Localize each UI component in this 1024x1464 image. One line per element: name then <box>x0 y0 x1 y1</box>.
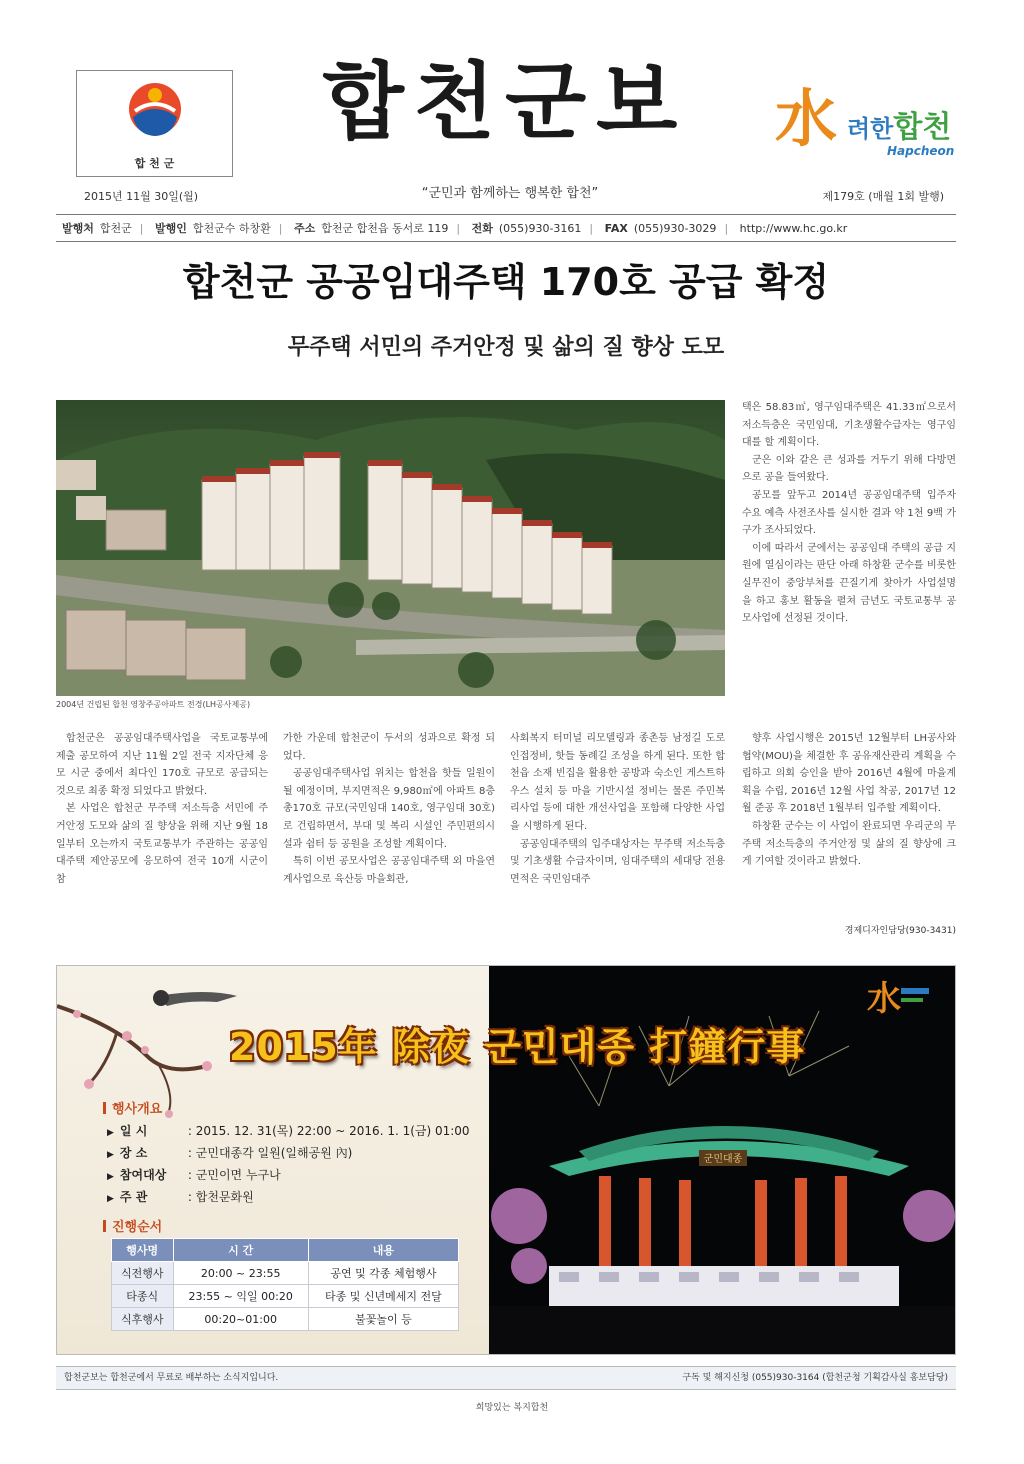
paragraph: 합천군은 공공임대주택사업을 국토교통부에 제출 공모하여 지난 11월 2일 전국 지자단체 응모 시군 중에서 최다인 170호 규모로 공급되는 것으로 최종 확정 되었다고 밝혔다. <box>56 733 268 797</box>
bell-ringing-event-ad <box>56 965 956 1355</box>
photo-caption: 2004년 건립된 합천 영창주공아파트 전경(LH공사제공) <box>56 700 251 709</box>
paragraph: 향후 사업시행은 2015년 12월부터 LH공사와 협약(MOU)을 체결한 후 공유재산관리 계획을 수립하고 의회 승인을 받아 2016년 4월에 마을계획을 수립, 2016년 12월 사업 착공, 2017년 12월 준공 후 2018년 1월부터 입주할 계획이다. <box>742 733 956 815</box>
ad-info-row: ▶ 주 관 : 합천문화원 <box>107 1190 254 1204</box>
fax: (055)930-3029 <box>633 222 717 235</box>
ad-info-value: : 군민대종각 일원(일해공원 內) <box>187 1146 353 1160</box>
table-row <box>112 1308 459 1331</box>
table-row <box>112 1285 459 1308</box>
table-cell: 공연 및 각종 체험행사 <box>308 1262 458 1285</box>
footer-subscription: 구독 및 해지신청 (055)930-3164 (합천군청 기획감사실 홍보담당) <box>682 1373 948 1383</box>
county-emblem-icon <box>127 81 183 151</box>
footer-bar <box>56 1366 956 1390</box>
ad-order-heading <box>103 1216 162 1235</box>
article-headline: 합천군 공공임대주택 170호 공급 확정 <box>182 260 830 304</box>
apartment-photo <box>56 400 725 696</box>
ad-info-key: 주 관 <box>119 1190 148 1204</box>
ad-info-row: ▶ 장 소 : 군민대종각 일원(일해공원 內) <box>107 1146 353 1160</box>
county-logo <box>76 70 233 177</box>
paragraph: 사회복지 터미널 리모델링과 종촌등 남정길 도로 인접정비, 핫들 동례길 조성을 하게 된다. 또한 합천읍 소재 빈집을 활용한 공방과 숙소인 게스트하우스 설치 등 마을 기반시설 정비는 물론 주민복리사업 등에 대한 개선사업을 포함해 다양한 사업을 시행하게 된다. <box>510 733 725 832</box>
address-label: 주소 <box>294 222 316 235</box>
paragraph: 군은 이와 같은 큰 성과를 거두기 위해 다방면으로 공을 들여왔다. <box>742 454 956 484</box>
paragraph: 이에 따라서 군에서는 공공임대 주택의 공급 지원에 열심이라는 판단 아래 하창환 군수를 비롯한 실무진이 중앙부처를 끈질기게 찾아가 사업설명을 하고 홍보 활동을 펼쳐 금년도 국토교통부 공모사업에 선정된 것이다. <box>742 542 956 625</box>
phone: (055)930-3161 <box>498 222 582 235</box>
paragraph: 본 사업은 합천군 무주택 저소득층 서민에 주거안정 도모와 삶의 질 향상을 위해 지난 9월 18일부터 오는까지 국토교통부가 주관하는 공공임대주택 제안공모에 응모하여 전국 10개 시군이 참 <box>56 803 268 885</box>
paragraph: 공공임대주택의 입주대상자는 무주택 저소득층 및 기초생활 수급자이며, 임대주택의 세대당 전용면적은 국민임대주 <box>510 838 725 885</box>
ad-brand-logo <box>865 976 935 1022</box>
issuer-label: 발행인 <box>155 222 187 235</box>
paragraph: 공모를 앞두고 2014년 공공임대주택 입주자 수요 예측 사전조사를 실시한 결과 약 1천 9백 가구가 조사되었다. <box>742 489 956 537</box>
page-footer-slogan: 희망있는 복지합천 <box>475 1403 549 1413</box>
paragraph: 공공임대주택사업 위치는 합천읍 핫들 일원이 될 예정이며, 부지면적은 9,980㎡에 아파트 8층 총170호 규모(국민임대 140호, 영구임대 30호)로 건립하면서, 부대 및 복리 시설인 주민편의시설과 쉼터 등 공원을 조성할 계획이다. <box>283 768 495 850</box>
table-cell: 23:55 ~ 익일 00:20 <box>173 1285 308 1308</box>
ad-title: 2015年 除夜 군민대종 打鐘行事 <box>229 1025 806 1069</box>
website-link[interactable]: http://www.hc.go.kr <box>739 222 848 235</box>
county-logo-label: 합 천 군 <box>134 157 175 170</box>
paragraph: 택은 58.83㎡, 영구임대주택은 41.33㎡으로서 저소득층은 국민임대, 기초생활수급자는 영구임대를 할 계획이다. <box>742 402 956 449</box>
table-header: 내용 <box>308 1239 458 1262</box>
ad-overview-label: 행사개요 <box>112 1102 163 1117</box>
issue-number: 제179호 (매월 1회 발행) <box>822 190 944 203</box>
table-header: 시 간 <box>173 1239 308 1262</box>
table-cell: 식전행사 <box>112 1262 174 1285</box>
slogan: “군민과 함께하는 행복한 합천” <box>421 186 599 201</box>
address: 합천군 합천읍 동서로 119 <box>321 222 449 235</box>
brand-logo-roman: Hapcheon <box>887 144 955 158</box>
article-contact: 경제디자인담당(930-3431) <box>844 926 956 936</box>
ad-info-value: : 합천문화원 <box>187 1190 254 1204</box>
article-column-1 <box>56 730 268 940</box>
fax-label: FAX <box>604 222 628 235</box>
ad-info-key: 장 소 <box>119 1146 148 1160</box>
paragraph: 가한 가운데 합천군이 두서의 성과으로 확정 되었다. <box>283 733 495 762</box>
table-cell: 불꽃놀이 등 <box>308 1308 458 1331</box>
paragraph: 특히 이번 공모사업은 공공임대주택 외 마을연계사업으로 육산등 마을회관, <box>283 856 495 885</box>
issuer: 합천군수 하창환 <box>192 222 271 235</box>
ad-info-value: : 군민이면 누구나 <box>187 1168 281 1182</box>
publisher-label: 발행처 <box>62 222 94 235</box>
publisher: 합천군 <box>99 222 132 235</box>
table-cell: 20:00 ~ 23:55 <box>173 1262 308 1285</box>
article-column-4 <box>742 730 956 871</box>
ad-overview-heading <box>103 1098 162 1117</box>
bell-pavilion-sign: 군민대종 <box>703 1154 743 1165</box>
article-column-3 <box>510 730 725 940</box>
brand-logo-word: 려한 <box>847 115 894 143</box>
table-cell: 타종 및 신년메세지 전달 <box>308 1285 458 1308</box>
brand-logo-water-glyph: 水 <box>775 82 838 155</box>
ad-info-row: ▶ 참여대상 : 군민이면 누구나 <box>107 1168 281 1182</box>
brand-logo <box>775 84 955 176</box>
article-column-right <box>742 399 956 628</box>
paragraph: 하창환 군수는 이 사업이 완료되면 우리군의 무주택 저소득층의 주거안정 및 삶의 질 향상에 크게 기여할 것이라고 밝혔다. <box>742 820 956 868</box>
table-cell: 식후행사 <box>112 1308 174 1331</box>
article-subheadline: 무주택 서민의 주거안정 및 삶의 질 향상 도모 <box>287 335 725 360</box>
ad-info-value: : 2015. 12. 31(목) 22:00 ~ 2016. 1. 1(금) 01:00 <box>187 1124 470 1138</box>
table-header: 행사명 <box>112 1239 174 1262</box>
ad-info-key: 일 시 <box>119 1124 148 1138</box>
ad-info-row: ▶ 일 시 : 2015. 12. 31(목) 22:00 ~ 2016. 1. 1(금) 01:00 <box>107 1124 470 1138</box>
phone-label: 전화 <box>471 222 493 235</box>
article-column-2 <box>283 730 495 940</box>
table-row <box>112 1262 459 1285</box>
publication-info-bar: 발행처 합천군 | 발행인 합천군수 하창환 | 주소 합천군 합천읍 동서로 119 | 전화 (055)930-3161 | FAX (055)930-3029 | http://www.hc.go.kr <box>56 214 956 242</box>
ad-schedule-table <box>111 1238 459 1331</box>
table-cell: 00:20~01:00 <box>173 1308 308 1331</box>
svg-text:水: 水 <box>867 979 901 1019</box>
table-cell: 타종식 <box>112 1285 174 1308</box>
ad-order-label: 진행순서 <box>112 1220 163 1235</box>
brand-logo-county: 합천 <box>893 110 952 145</box>
brand-logo-text <box>847 102 951 146</box>
footer-notice: 합천군보는 합천군에서 무료로 배부하는 소식지입니다. <box>64 1373 279 1383</box>
ad-info-key: 참여대상 <box>119 1168 167 1182</box>
issue-date: 2015년 11월 30일(월) <box>84 190 199 203</box>
paper-title: 합천군보 <box>322 53 688 151</box>
